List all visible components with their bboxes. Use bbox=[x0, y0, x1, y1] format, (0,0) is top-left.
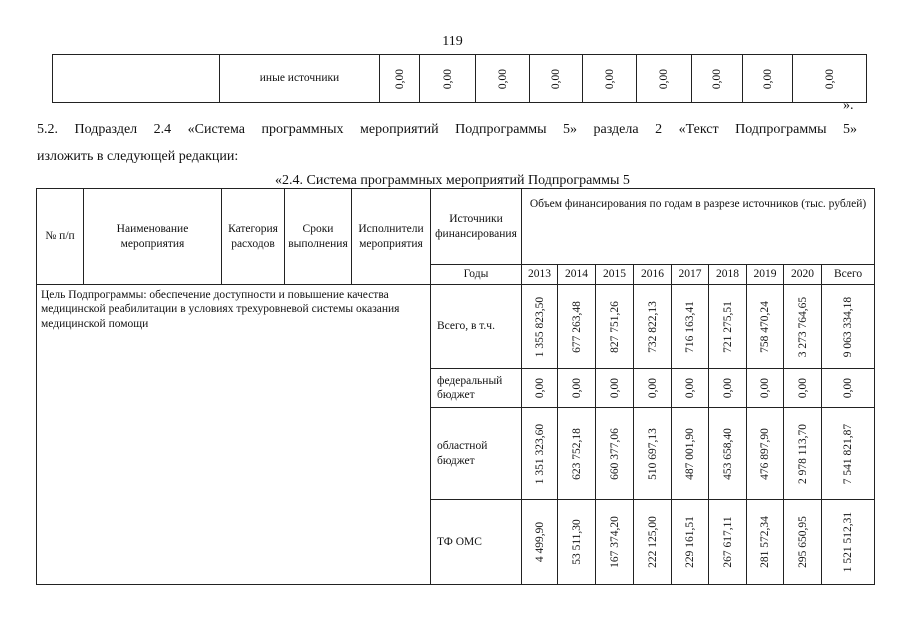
table-caption: «2.4. Система программных мероприятий Подпрограммы 5 bbox=[275, 173, 630, 188]
year-header: 2018 bbox=[709, 265, 747, 285]
value-cell: 7 541 821,87 bbox=[822, 408, 875, 500]
value-cell: 0,00 bbox=[420, 55, 476, 103]
value-cell: 0,00 bbox=[380, 55, 420, 103]
value-cell: 0,00 bbox=[709, 369, 747, 408]
value-cell: 0,00 bbox=[583, 55, 637, 103]
page-number: 119 bbox=[442, 34, 463, 49]
paragraph-line-1: 5.2. Подраздел 2.4 «Система программных мероприятий Подпрограммы 5» раздела 2 «Текст Подпрограммы 5» bbox=[37, 122, 857, 137]
value-cell: 0,00 bbox=[637, 55, 692, 103]
year-header: 2019 bbox=[747, 265, 784, 285]
value-cell: 267 617,11 bbox=[709, 500, 747, 585]
goal-text: Цель Подпрограммы: обеспечение доступности и повышение качества медицинской реабилитации в условиях трехуровневой системы оказания медицинской помощи bbox=[37, 285, 431, 585]
value-cell: 4 499,90 bbox=[522, 500, 558, 585]
value-cell: 732 822,13 bbox=[634, 285, 672, 369]
header-sources: Источники финансирования bbox=[431, 189, 522, 265]
value-cell: 0,00 bbox=[634, 369, 672, 408]
paragraph-line-2: изложить в следующей редакции: bbox=[37, 149, 239, 164]
closing-quote: ». bbox=[843, 98, 854, 113]
value-cell: 827 751,26 bbox=[596, 285, 634, 369]
year-header: 2016 bbox=[634, 265, 672, 285]
value-cell: 0,00 bbox=[793, 55, 867, 103]
value-cell: 0,00 bbox=[692, 55, 743, 103]
header-category: Категория расходов bbox=[222, 189, 285, 285]
main-table bbox=[36, 188, 875, 585]
value-cell: 758 470,24 bbox=[747, 285, 784, 369]
value-cell: 3 273 764,65 bbox=[784, 285, 822, 369]
top-continuation-table bbox=[52, 54, 867, 103]
value-cell: 0,00 bbox=[530, 55, 583, 103]
year-header: 2020 bbox=[784, 265, 822, 285]
header-name: Наименование мероприятия bbox=[84, 189, 222, 285]
value-cell: 1 521 512,31 bbox=[822, 500, 875, 585]
source-label: ТФ ОМС bbox=[431, 500, 522, 585]
header-executors: Исполнители мероприятия bbox=[352, 189, 431, 285]
value-cell: 677 263,48 bbox=[558, 285, 596, 369]
year-header: 2013 bbox=[522, 265, 558, 285]
value-cell: 0,00 bbox=[743, 55, 793, 103]
year-header: 2014 bbox=[558, 265, 596, 285]
empty-cell bbox=[53, 55, 220, 103]
value-cell: 9 063 334,18 bbox=[822, 285, 875, 369]
source-label: иные источники bbox=[220, 55, 380, 103]
value-cell: 2 978 113,70 bbox=[784, 408, 822, 500]
value-cell: 0,00 bbox=[596, 369, 634, 408]
header-funding: Объем финансирования по годам в разрезе источников (тыс. рублей) bbox=[522, 189, 875, 265]
value-cell: 53 511,30 bbox=[558, 500, 596, 585]
value-cell: 1 355 823,50 bbox=[522, 285, 558, 369]
source-label: федеральный бюджет bbox=[431, 369, 522, 408]
value-cell: 222 125,00 bbox=[634, 500, 672, 585]
value-cell: 716 163,41 bbox=[672, 285, 709, 369]
value-cell: 0,00 bbox=[522, 369, 558, 408]
value-cell: 721 275,51 bbox=[709, 285, 747, 369]
value-cell: 476 897,90 bbox=[747, 408, 784, 500]
value-cell: 167 374,20 bbox=[596, 500, 634, 585]
value-cell: 510 697,13 bbox=[634, 408, 672, 500]
value-cell: 229 161,51 bbox=[672, 500, 709, 585]
header-years-label: Годы bbox=[431, 265, 522, 285]
value-cell: 0,00 bbox=[558, 369, 596, 408]
value-cell: 487 001,90 bbox=[672, 408, 709, 500]
value-cell: 623 752,18 bbox=[558, 408, 596, 500]
value-cell: 0,00 bbox=[747, 369, 784, 408]
value-cell: 453 658,40 bbox=[709, 408, 747, 500]
year-header: 2017 bbox=[672, 265, 709, 285]
header-terms: Сроки выполнения bbox=[285, 189, 352, 285]
year-header: Всего bbox=[822, 265, 875, 285]
value-cell: 0,00 bbox=[476, 55, 530, 103]
source-label: Всего, в т.ч. bbox=[431, 285, 522, 369]
value-cell: 281 572,34 bbox=[747, 500, 784, 585]
value-cell: 0,00 bbox=[822, 369, 875, 408]
value-cell: 295 650,95 bbox=[784, 500, 822, 585]
value-cell: 0,00 bbox=[784, 369, 822, 408]
header-num: № п/п bbox=[37, 189, 84, 285]
value-cell: 1 351 323,60 bbox=[522, 408, 558, 500]
source-label: областной бюджет bbox=[431, 408, 522, 500]
value-cell: 660 377,06 bbox=[596, 408, 634, 500]
year-header: 2015 bbox=[596, 265, 634, 285]
value-cell: 0,00 bbox=[672, 369, 709, 408]
